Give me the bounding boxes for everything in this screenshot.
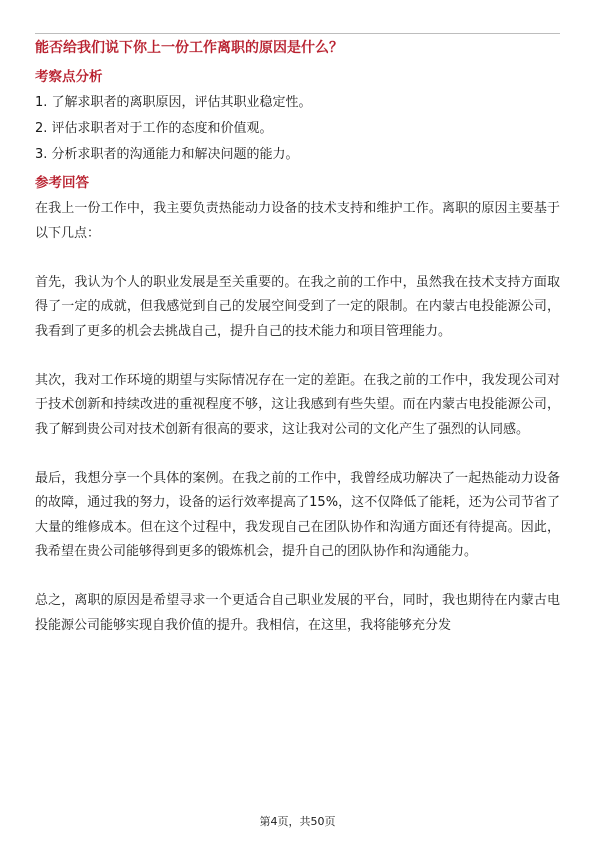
answer-paragraph: 在我上一份工作中，我主要负责热能动力设备的技术支持和维护工作。离职的原因主要基于以下几点： [35,201,560,241]
answer-title: 参考回答 [35,175,89,191]
analysis-points [35,93,560,165]
question-heading: 能否给我们说下你上一份工作离职的原因是什么？ [35,40,343,56]
header-divider [35,33,560,34]
page-content [35,38,560,663]
answer-paragraph: 总之，离职的原因是希望寻求一个更适合自己职业发展的平台，同时，我也期待在内蒙古电投能源公司能够实现自我价值的提升。我相信，在这里，我将能够充分发 [35,593,560,633]
analysis-point: 3. 分析求职者的沟通能力和解决问题的能力。 [35,147,299,162]
answer-paragraph: 其次，我对工作环境的期望与实际情况存在一定的差距。在我之前的工作中，我发现公司对于技术创新和持续改进的重视程度不够，这让我感到有些失望。而在内蒙古电投能源公司，我了解到贵公司对技术创新有很高的要求，这让我对公司的文化产生了强烈的认同感。 [35,372,560,437]
page-number: 第4页，共50页 [259,815,336,828]
analysis-point: 1. 了解求职者的离职原因，评估其职业稳定性。 [35,95,312,110]
analysis-point: 2. 评估求职者对于工作的态度和价值观。 [35,121,273,136]
answer-body [35,197,560,638]
answer-paragraph: 首先，我认为个人的职业发展是至关重要的。在我之前的工作中，虽然我在技术支持方面取得了一定的成就，但我感觉到自己的发展空间受到了一定的限制。在内蒙古电投能源公司，我看到了更多的机会去挑战自己，提升自己的技术能力和项目管理能力。 [35,274,560,339]
analysis-title: 考察点分析 [35,69,103,85]
answer-paragraph: 最后，我想分享一个具体的案例。在我之前的工作中，我曾经成功解决了一起热能动力设备的故障，通过我的努力，设备的运行效率提高了15%，这不仅降低了能耗，还为公司节省了大量的维修成本。但在这个过程中，我发现自己在团队协作和沟通方面还有待提高。因此，我希望在贵公司能够得到更多的锻炼机会，提升自己的团队协作和沟通能力。 [35,470,560,559]
